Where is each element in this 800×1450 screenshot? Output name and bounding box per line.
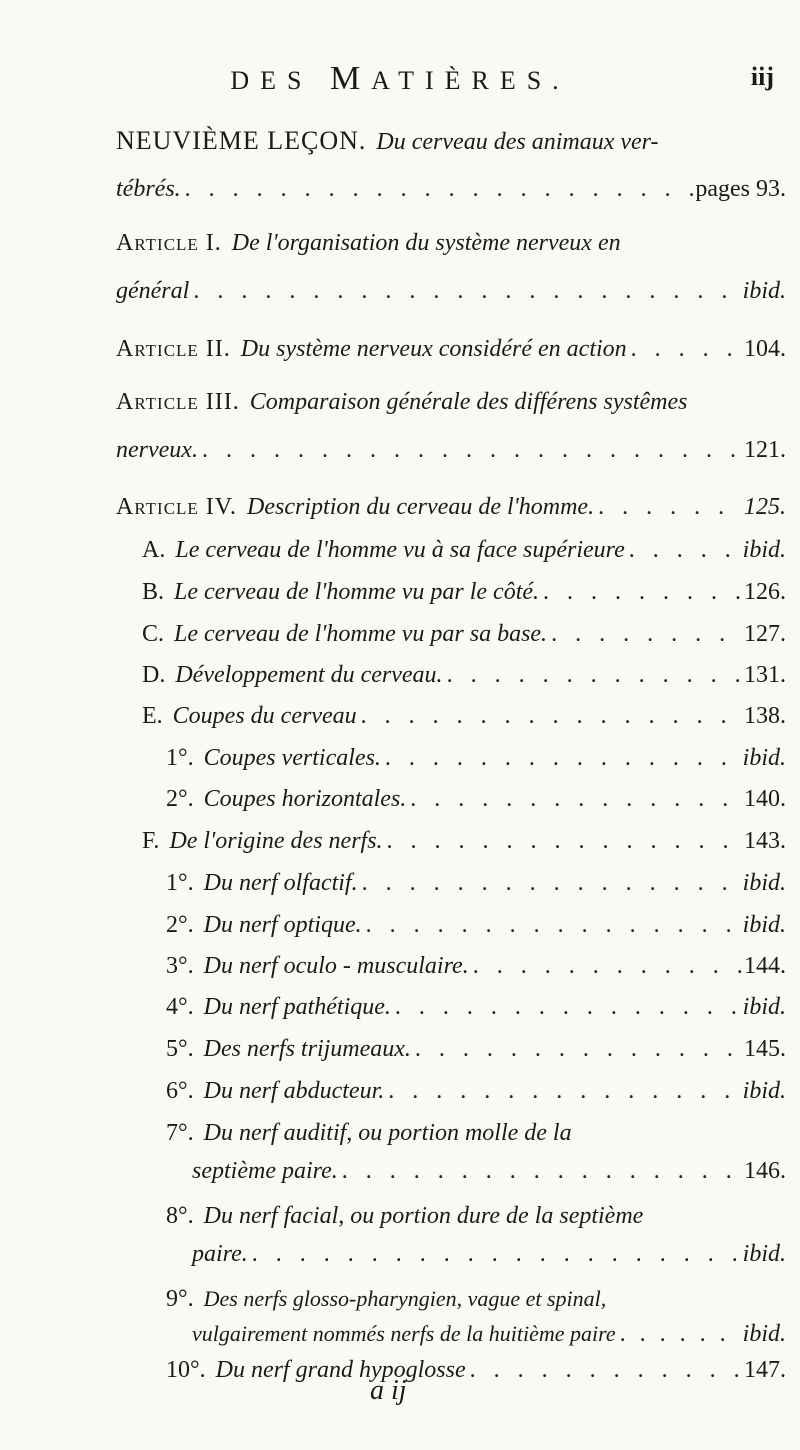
- toc-item-label: D.: [142, 662, 166, 688]
- toc-item: [166, 991, 786, 1025]
- leader-dots: [627, 333, 742, 365]
- toc-item-page: ibid.: [742, 1078, 786, 1104]
- toc-item-text: Coupes verticales.: [203, 745, 381, 771]
- toc-item-page: 143.: [744, 828, 786, 854]
- leader-dots: [411, 1033, 742, 1065]
- article-page: 104.: [744, 336, 786, 362]
- leader-dots: [383, 825, 742, 857]
- leader-dots: [357, 700, 742, 732]
- leader-dots: [469, 950, 742, 982]
- toc-item-continuation: [192, 1238, 786, 1272]
- toc-item: [166, 1033, 786, 1067]
- toc-item: [166, 742, 786, 776]
- article-title-line1: Comparaison générale des différens systêmes: [249, 389, 688, 415]
- toc-item-text: Coupes du cerveau: [172, 703, 357, 729]
- toc-item-label: 5°.: [166, 1036, 194, 1062]
- toc-item-text: Le cerveau de l'homme vu à sa face supérieure: [175, 537, 625, 563]
- lecon-page: pages 93.: [695, 176, 786, 202]
- leader-dots: [381, 742, 741, 774]
- toc-item-page: ibid.: [742, 1241, 786, 1267]
- toc-item: [166, 909, 786, 943]
- article-title-line1: Du système nerveux considéré en action: [240, 336, 627, 362]
- running-title-pre: DES: [230, 66, 313, 95]
- toc-item: [166, 1283, 786, 1317]
- article-title-line1: Description du cerveau de l'homme.: [247, 494, 595, 520]
- leader-dots: [547, 618, 742, 650]
- article-title-line2: général: [116, 278, 190, 304]
- article-label: Article IV.: [116, 494, 238, 520]
- toc-item-label: B.: [142, 579, 165, 605]
- toc-item-label: 10°.: [166, 1357, 206, 1383]
- toc-item-text: Développement du cerveau.: [175, 662, 443, 688]
- toc-item-page: ibid.: [742, 912, 786, 938]
- toc-item-page: 131.: [744, 662, 786, 688]
- toc-item: [142, 825, 786, 859]
- leader-dots: [338, 1155, 742, 1187]
- toc-item-page: 146.: [744, 1158, 786, 1184]
- toc-item-page: 145.: [744, 1036, 786, 1062]
- toc-item-text2: vulgairement nommés nerfs de la huitième paire: [192, 1321, 616, 1346]
- toc-item: [166, 950, 786, 984]
- toc-item-text2: paire.: [192, 1241, 248, 1267]
- leader-dots: [406, 783, 742, 815]
- leader-dots: [358, 867, 741, 899]
- toc-item-text: De l'origine des nerfs.: [169, 828, 383, 854]
- toc-item-page: ibid.: [742, 537, 786, 563]
- toc-item: [166, 1117, 786, 1151]
- toc-item-text2: septième paire.: [192, 1158, 338, 1184]
- toc-item-page: 138.: [744, 703, 786, 729]
- toc-item-page: 126.: [744, 579, 786, 605]
- article-page: 121.: [744, 437, 786, 463]
- toc-item-label: 9°.: [166, 1286, 194, 1312]
- toc-item-page: 147.: [744, 1357, 786, 1383]
- toc-item-text: Des nerfs trijumeaux.: [203, 1036, 411, 1062]
- article-label: Article II.: [116, 336, 231, 362]
- toc-item-continuation: [192, 1155, 786, 1189]
- toc-item-page: 140.: [744, 786, 786, 812]
- toc-item: [142, 659, 786, 693]
- toc-item-page: ibid.: [742, 994, 786, 1020]
- running-title: [100, 60, 700, 98]
- toc-item-page: ibid.: [742, 1321, 786, 1347]
- leader-dots: [189, 275, 740, 307]
- leader-dots: [625, 534, 741, 566]
- toc-item-text: Le cerveau de l'homme vu par sa base.: [174, 621, 548, 647]
- toc-item: [166, 1354, 786, 1388]
- toc-item-text: Du nerf oculo - musculaire.: [203, 953, 469, 979]
- toc-item-text: Le cerveau de l'homme vu par le côté.: [174, 579, 540, 605]
- toc-item-text: Des nerfs glosso-pharyngien, vague et spinal,: [203, 1286, 607, 1311]
- leader-dots: [384, 1075, 740, 1107]
- toc-item-label: 2°.: [166, 912, 194, 938]
- toc-item-text: Du nerf olfactif.: [203, 870, 358, 896]
- toc-item: [166, 867, 786, 901]
- leader-dots: [391, 991, 741, 1023]
- article-page: 125.: [744, 494, 786, 520]
- toc-item-label: F.: [142, 828, 160, 854]
- toc-item-label: 2°.: [166, 786, 194, 812]
- toc-item-text: Du nerf pathétique.: [203, 994, 391, 1020]
- toc-item-text: Du nerf facial, ou portion dure de la septième: [203, 1203, 644, 1229]
- running-title-rest: ATIÈRES.: [371, 66, 570, 95]
- toc-item-label: 7°.: [166, 1120, 194, 1146]
- toc-item: [166, 1200, 786, 1234]
- toc-item-text: Coupes horizontales.: [203, 786, 407, 812]
- toc-item-label: A.: [142, 537, 166, 563]
- running-head: [100, 52, 790, 102]
- article-title-line2: nerveux.: [116, 437, 198, 463]
- leader-dots: [198, 434, 742, 466]
- toc-item-label: 1°.: [166, 745, 194, 771]
- toc-item-label: 1°.: [166, 870, 194, 896]
- toc-item-continuation: [192, 1318, 786, 1352]
- toc-item-label: 3°.: [166, 953, 194, 979]
- leader-dots: [443, 659, 742, 691]
- leader-dots: [594, 491, 742, 523]
- page-number: iij: [750, 62, 774, 91]
- article-label: Article III.: [116, 389, 240, 415]
- toc-item-text: Du nerf abducteur.: [203, 1078, 385, 1104]
- toc-item-text: Du nerf grand hypoglosse: [215, 1357, 466, 1383]
- signature-mark: a ij: [370, 1375, 407, 1406]
- toc-item-text: Du nerf auditif, ou portion molle de la: [203, 1120, 572, 1146]
- toc-item-label: C.: [142, 621, 165, 647]
- toc-item-label: 6°.: [166, 1078, 194, 1104]
- article-label: Article I.: [116, 230, 222, 256]
- toc-item-page: 144.: [744, 953, 786, 979]
- article-title-line1: De l'organisation du système nerveux en: [231, 230, 621, 256]
- toc-item: [142, 534, 786, 568]
- toc-item-page: ibid.: [742, 745, 786, 771]
- leader-dots: [539, 576, 742, 608]
- toc-item-label: 8°.: [166, 1203, 194, 1229]
- toc-item-page: ibid.: [742, 870, 786, 896]
- toc-item-label: 4°.: [166, 994, 194, 1020]
- lecon-title-line2: tébrés.: [116, 176, 181, 202]
- leader-dots: [248, 1238, 741, 1270]
- toc-item: [166, 1075, 786, 1109]
- toc-item: [142, 618, 786, 652]
- toc-item-label: E.: [142, 703, 163, 729]
- leader-dots: [466, 1354, 742, 1386]
- toc-item: [142, 700, 786, 734]
- leader-dots: [616, 1318, 741, 1350]
- running-title-cap: M: [329, 60, 372, 97]
- article-page: ibid.: [742, 278, 786, 304]
- lecon-title-line1: Du cerveau des animaux ver-: [376, 129, 659, 155]
- leader-dots: [362, 909, 741, 941]
- lecon-label: NEUVIÈME LEÇON.: [116, 126, 367, 155]
- toc-item: [142, 576, 786, 610]
- toc-item-page: 127.: [744, 621, 786, 647]
- leader-dots: [181, 173, 694, 205]
- toc-item-text: Du nerf optique.: [203, 912, 362, 938]
- toc-item: [166, 783, 786, 817]
